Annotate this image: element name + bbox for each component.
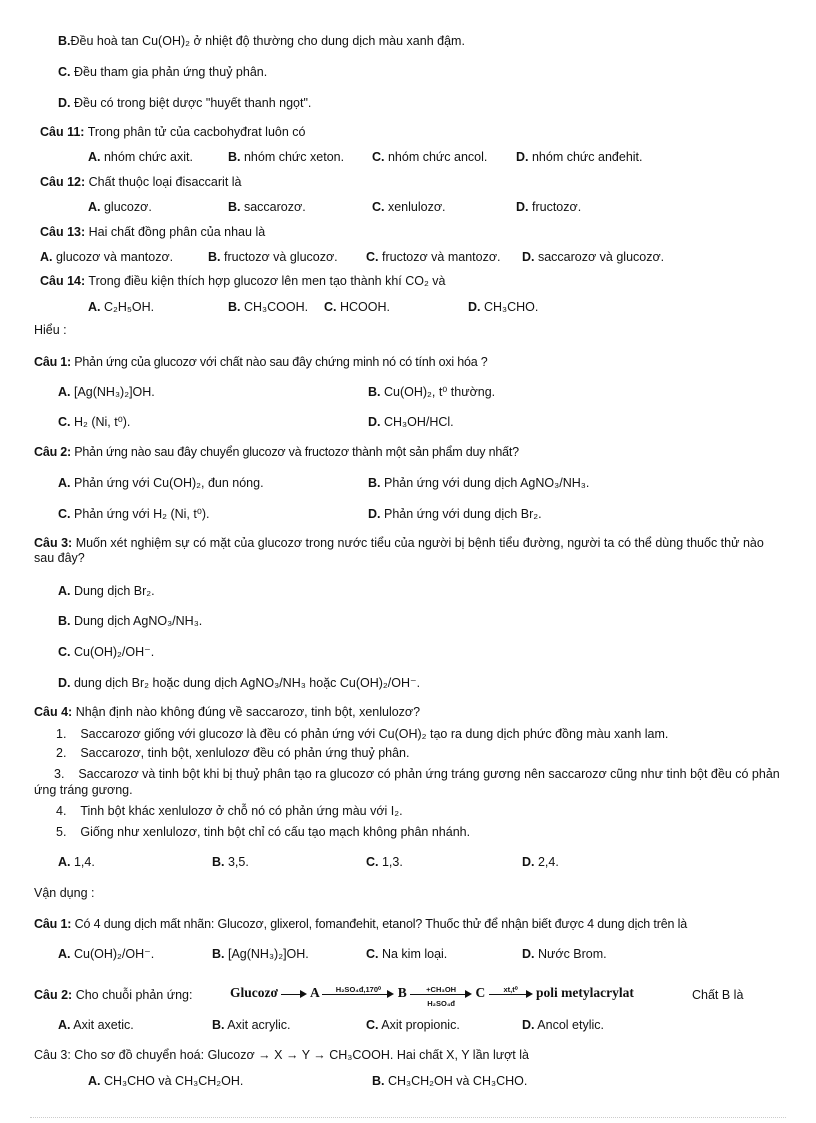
v1-option-a: A. Cu(OH)₂/OH⁻. bbox=[58, 947, 155, 961]
arrow-2: H₂SO₄đ,170⁰ bbox=[322, 985, 394, 1003]
v2-option-b: B. Axit acrylic. bbox=[212, 1018, 291, 1032]
section-hieu-heading: Hiểu : bbox=[34, 323, 67, 337]
q12-stem: Câu 12: Chất thuộc loại đisaccarit là bbox=[40, 175, 242, 189]
h4-statement-2: 2. Saccarozơ, tinh bột, xenlulozơ đều có phản ứng thuỷ phân. bbox=[56, 746, 410, 760]
h4-statement-1: 1. Saccarozơ giống với glucozơ là đều có phản ứng với Cu(OH)₂ tạo ra dung dịch phức đồng màu xanh lam. bbox=[56, 727, 669, 741]
h1-stem: Câu 1: Phản ứng của glucozơ với chất nào sau đây chứng minh nó có tính oxi hóa ? bbox=[34, 355, 488, 369]
q11-option-d: D. nhóm chức anđehit. bbox=[516, 150, 643, 164]
q12-option-d: D. fructozơ. bbox=[516, 200, 582, 214]
h1-option-d: D. CH₃OH/HCl. bbox=[368, 415, 454, 429]
page-bottom-rule bbox=[30, 1117, 786, 1118]
q10-option-d: D. Đều có trong biệt dược "huyết thanh ngọt". bbox=[58, 96, 312, 110]
q11-stem: Câu 11: Trong phân tử của cacbohyđrat luôn có bbox=[40, 125, 306, 139]
v1-option-c: C. Na kim loại. bbox=[366, 947, 448, 961]
scheme-c: C bbox=[475, 985, 486, 1001]
h4-stem: Câu 4: Nhận định nào không đúng về saccarozơ, tinh bột, xenlulozơ? bbox=[34, 705, 421, 719]
h4-option-b: B. 3,5. bbox=[212, 855, 249, 869]
arrow-3: $\frac{\text{+CH₃OH}}{\text{H₂SO₄đ}}$ bbox=[410, 985, 472, 1003]
q14-stem: Câu 14: Trong điều kiện thích hợp glucozơ lên men tạo thành khí CO₂ và bbox=[40, 274, 446, 288]
v1-stem: Câu 1: Có 4 dung dịch mất nhãn: Glucozơ, glixerol, fomanđehit, etanol? Thuốc thử để nhận biết được 4 dung dịch trên là bbox=[34, 917, 688, 931]
v2-option-d: D. Ancol etylic. bbox=[522, 1018, 604, 1032]
h1-option-c: C. H₂ (Ni, t⁰). bbox=[58, 415, 131, 429]
h3-stem: Câu 3: Muốn xét nghiệm sự có mặt của glucozơ trong nước tiểu của người bị bệnh tiểu đường, người ta có thể dùng thuốc thử nào sau đây? bbox=[34, 536, 764, 565]
section-vandung-heading: Vận dụng : bbox=[34, 886, 95, 900]
q13-stem: Câu 13: Hai chất đồng phân của nhau là bbox=[40, 225, 266, 239]
scheme-a: A bbox=[309, 985, 319, 1001]
v3-option-a: A. CH₃CHO và CH₃CH₂OH. bbox=[88, 1074, 244, 1088]
q10-option-b: B.Đều hoà tan Cu(OH)₂ ở nhiệt độ thường cho dung dịch màu xanh đậm. bbox=[58, 34, 465, 48]
h1-option-b: B. Cu(OH)₂, t⁰ thường. bbox=[368, 385, 496, 399]
h4-statement-3: 3. Saccarozơ và tinh bột khi bị thuỷ phân tạo ra glucozơ có phản ứng tráng gương nên saccarozơ cũng như tinh bột đều có phản ứng tráng gương. bbox=[34, 767, 780, 797]
q13-option-b: B. fructozơ và glucozơ. bbox=[208, 250, 338, 264]
h2-stem: Câu 2: Phản ứng nào sau đây chuyển glucozơ và fructozơ thành một sản phẩm duy nhất? bbox=[34, 445, 519, 459]
arrow-1 bbox=[281, 985, 307, 1003]
q12-option-a: A. glucozơ. bbox=[88, 200, 152, 214]
v1-option-b: B. [Ag(NH₃)₂]OH. bbox=[212, 947, 309, 961]
h3-option-b: B. Dung dịch AgNO₃/NH₃. bbox=[58, 614, 203, 628]
h3-option-d: D. dung dịch Br₂ hoặc dung dịch AgNO₃/NH₃ hoặc Cu(OH)₂/OH⁻. bbox=[58, 676, 421, 690]
q14-option-a: A. C₂H₅OH. bbox=[88, 300, 155, 314]
h4-statement-4: 4. Tinh bột khác xenlulozơ ở chỗ nó có phản ứng màu với I₂. bbox=[56, 804, 403, 818]
v2-reaction-scheme bbox=[230, 985, 634, 1008]
q14-option-c: C. HCOOH. bbox=[324, 300, 390, 314]
v3-stem: Câu 3: Cho sơ đồ chuyển hoá: Glucozơ → X → Y → CH₃COOH. Hai chất X, Y lần lượt là bbox=[34, 1048, 529, 1062]
v2-option-a: A. Axit axetic. bbox=[58, 1018, 134, 1032]
h4-option-a: A. 1,4. bbox=[58, 855, 95, 869]
h2-option-d: D. Phản ứng với dung dịch Br₂. bbox=[368, 507, 542, 521]
q12-option-c: C. xenlulozơ. bbox=[372, 200, 446, 214]
scheme-glucose: Glucozơ bbox=[230, 985, 278, 1001]
q10-option-c: C. Đều tham gia phản ứng thuỷ phân. bbox=[58, 65, 268, 79]
q13-option-c: C. fructozơ và mantozơ. bbox=[366, 250, 501, 264]
q11-option-a: A. nhóm chức axit. bbox=[88, 150, 193, 164]
h2-option-c: C. Phản ứng với H₂ (Ni, t⁰). bbox=[58, 507, 210, 521]
h3-option-a: A. Dung dịch Br₂. bbox=[58, 584, 155, 598]
v3-option-b: B. CH₃CH₂OH và CH₃CHO. bbox=[372, 1074, 528, 1088]
h4-statement-5: 5. Giống như xenlulozơ, tinh bột chỉ có cấu tạo mạch không phân nhánh. bbox=[56, 825, 471, 839]
v1-option-d: D. Nước Brom. bbox=[522, 947, 607, 961]
q13-option-d: D. saccarozơ và glucozơ. bbox=[522, 250, 665, 264]
q13-option-a: A. glucozơ và mantozơ. bbox=[40, 250, 174, 264]
h4-option-d: D. 2,4. bbox=[522, 855, 559, 869]
q14-option-d: D. CH₃CHO. bbox=[468, 300, 539, 314]
scheme-b: B bbox=[397, 985, 407, 1001]
h2-option-a: A. Phản ứng với Cu(OH)₂, đun nóng. bbox=[58, 476, 264, 490]
h3-option-c: C. Cu(OH)₂/OH⁻. bbox=[58, 645, 155, 659]
h4-option-c: C. 1,3. bbox=[366, 855, 403, 869]
v2-stem: Câu 2: Cho chuỗi phản ứng: bbox=[34, 988, 193, 1002]
q11-option-b: B. nhóm chức xeton. bbox=[228, 150, 345, 164]
q14-option-b: B. CH₃COOH. bbox=[228, 300, 309, 314]
v2-ask: Chất B là bbox=[692, 988, 744, 1002]
q12-option-b: B. saccarozơ. bbox=[228, 200, 306, 214]
v2-option-c: C. Axit propionic. bbox=[366, 1018, 460, 1032]
h2-option-b: B. Phản ứng với dung dịch AgNO₃/NH₃. bbox=[368, 476, 590, 490]
h1-option-a: A. [Ag(NH₃)₂]OH. bbox=[58, 385, 155, 399]
scheme-product: poli metylacrylat bbox=[536, 985, 634, 1001]
q11-option-c: C. nhóm chức ancol. bbox=[372, 150, 488, 164]
arrow-4: xt,t⁰ bbox=[489, 985, 533, 1003]
